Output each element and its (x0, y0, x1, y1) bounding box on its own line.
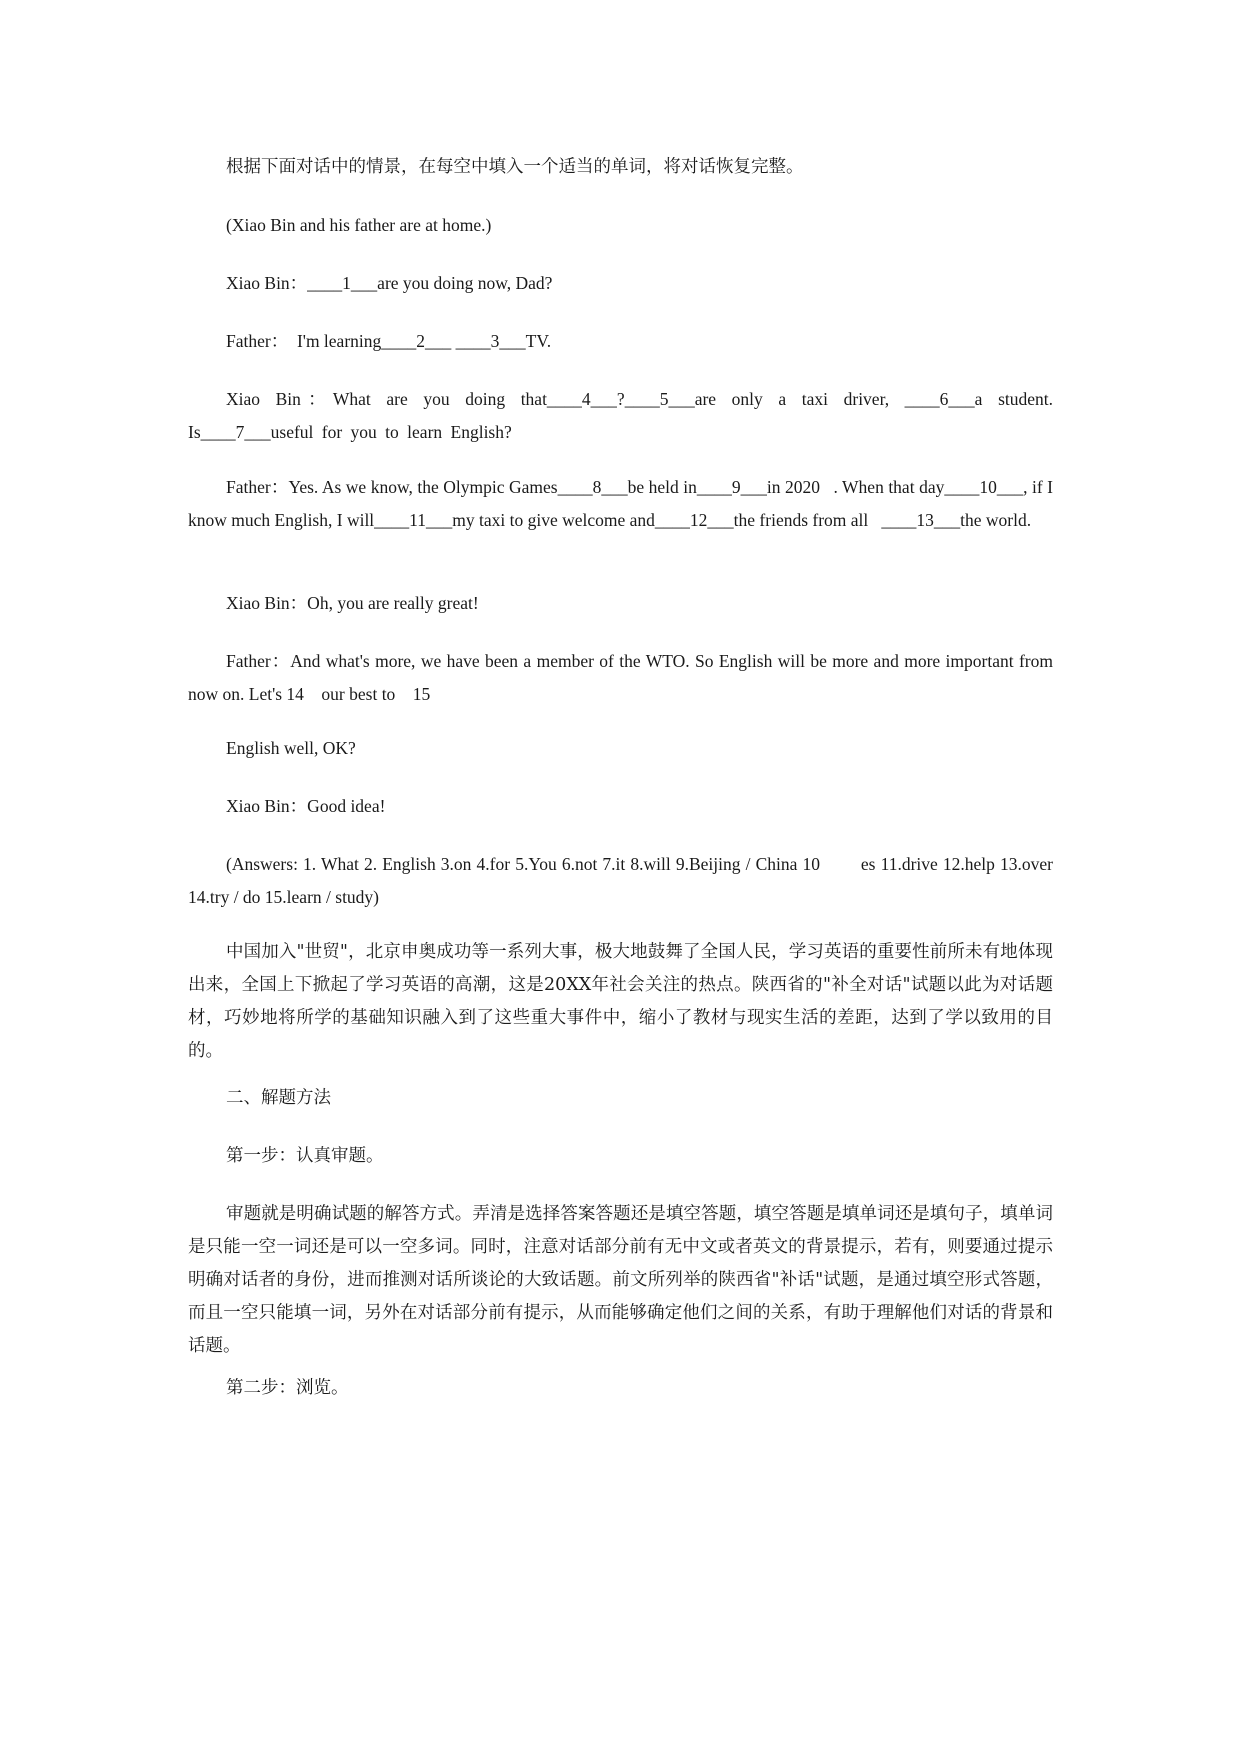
step-1-heading: 第一步：认真审题。 (226, 1146, 384, 1166)
dialogue-line-3: Xiao Bin：What are you doing that____4___?____5___are only a taxi driver, ____6___a student. Is____7___useful for you to learn English? (188, 389, 1062, 442)
analysis-paragraph: 中国加入"世贸"，北京申奥成功等一系列大事，极大地鼓舞了全国人民，学习英语的重要性前所未有地体现出来，全国上下掀起了学习英语的高潮，这是20XX年社会关注的热点。陕西省的"补全对话"试题以此为对话题材，巧妙地将所学的基础知识融入到了这些重大事件中，缩小了教材与现实生活的差距，达到了学以致用的目的。 (188, 942, 1053, 1061)
step-2-heading: 第二步：浏览。 (226, 1378, 349, 1398)
dialogue-line-7: Xiao Bin：Good idea! (226, 796, 386, 816)
step-1-paragraph: 审题就是明确试题的解答方式。弄清是选择答案答题还是填空答题，填空答题是填单词还是填句子，填单词是只能一空一词还是可以一空多词。同时，注意对话部分前有无中文或者英文的背景提示，若有，则要通过提示明确对话者的身份，进而推测对话所谈论的大致话题。前文所列举的陕西省"补话"试题，是通过填空形式答题，而且一空只能填一词，另外在对话部分前有提示，从而能够确定他们之间的关系，有助于理解他们对话的背景和话题。 (188, 1204, 1053, 1356)
dialogue-line-5: Xiao Bin：Oh, you are really great! (226, 593, 479, 613)
scene-paragraph: (Xiao Bin and his father are at home.) (226, 215, 492, 235)
answers-paragraph: (Answers: 1. What 2. English 3.on 4.for 5.You 6.not 7.it 8.will 9.Beijing / China 10 es 11.drive 12.help 13.over 14.try / do 15.learn / study) (188, 854, 1058, 907)
dialogue-line-2: Father： I'm learning____2___ ____3___TV. (226, 331, 552, 351)
dialogue-line-6: Father：And what's more, we have been a member of the WTO. So English will be more and more important from now on. Let's 14 our best to 15 (188, 651, 1058, 704)
instruction-paragraph: 根据下面对话中的情景，在每空中填入一个适当的单词，将对话恢复完整。 (226, 157, 804, 177)
section-heading: 二、解题方法 (226, 1088, 331, 1108)
dialogue-line-1: Xiao Bin：____1___are you doing now, Dad? (226, 273, 553, 293)
dialogue-line-4: Father：Yes. As we know, the Olympic Games____8___be held in____9___in 2020 . When that day____10___, if I know much English, I will____11___my taxi to give welcome and____12___the friends from all ____13___the world. (188, 477, 1058, 530)
dialogue-line-6-continued: English well, OK? (226, 738, 356, 758)
